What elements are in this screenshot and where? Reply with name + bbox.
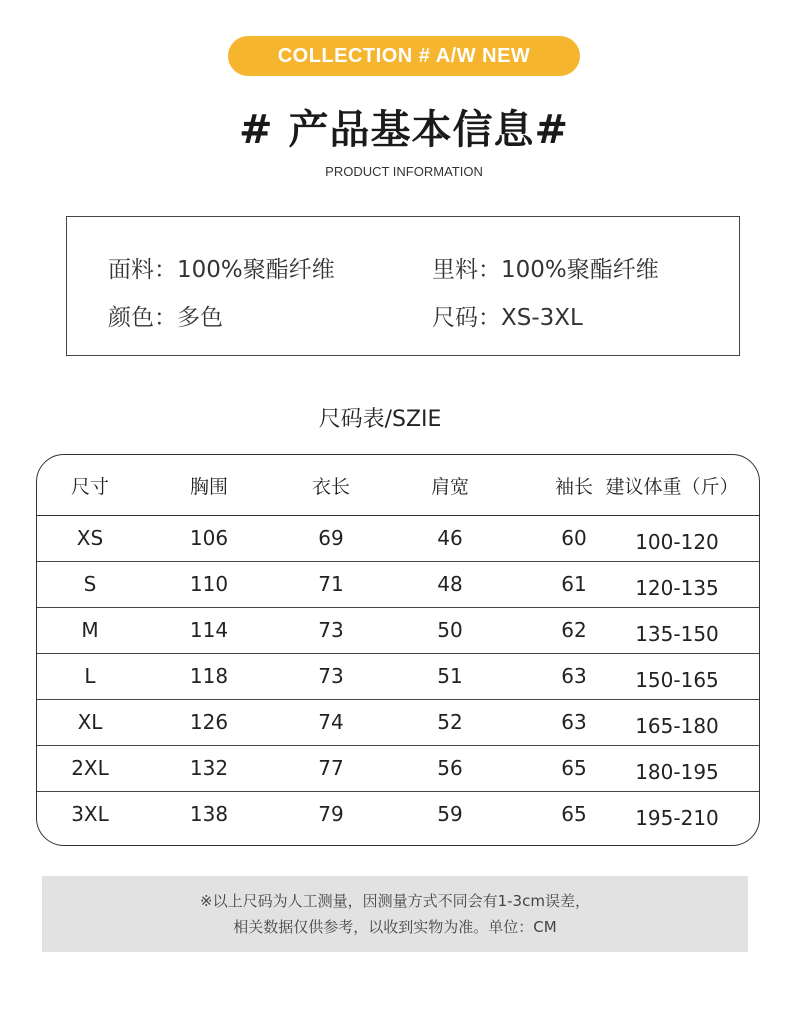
note-line-2: 相关数据仅供参考，以收到实物为准。单位：CM	[233, 918, 557, 936]
table-cell: 74	[318, 710, 344, 734]
table-cell: 114	[189, 618, 229, 642]
collection-banner: COLLECTION # A/W NEW	[228, 36, 580, 76]
table-cell: XS	[76, 526, 104, 550]
color-info: 颜色：多色	[108, 305, 223, 331]
table-cell: 132	[189, 756, 229, 780]
table-cell: 65	[561, 756, 587, 780]
table-cell: 65	[561, 802, 587, 826]
page-title: # 产品基本信息#	[239, 107, 569, 153]
note-line-1: ※以上尺码为人工测量，因测量方式不同会有1-3cm误差，	[200, 892, 590, 910]
table-cell: 79	[318, 802, 344, 826]
table-cell: 150-165	[635, 668, 719, 692]
table-row	[37, 607, 759, 654]
table-cell: 118	[189, 664, 229, 688]
size-chart-table	[36, 454, 760, 846]
column-header: 胸围	[189, 475, 228, 498]
table-row	[37, 515, 759, 562]
column-header: 衣长	[311, 475, 350, 498]
table-header-row	[37, 455, 759, 516]
table-cell: 106	[189, 526, 229, 550]
table-cell: 46	[437, 526, 463, 550]
table-cell: 61	[561, 572, 587, 596]
table-cell: 69	[318, 526, 344, 550]
table-cell: 110	[189, 572, 229, 596]
table-cell: 63	[561, 664, 587, 688]
table-cell: 126	[189, 710, 229, 734]
table-cell: 100-120	[635, 530, 719, 554]
table-cell: 52	[437, 710, 463, 734]
table-cell: 51	[437, 664, 463, 688]
table-cell: 120-135	[635, 576, 719, 600]
table-cell: 195-210	[635, 806, 719, 830]
table-cell: 48	[437, 572, 463, 596]
table-cell: 71	[318, 572, 344, 596]
table-row	[37, 745, 759, 792]
table-cell: 2XL	[71, 756, 109, 780]
table-cell: 63	[561, 710, 587, 734]
table-cell: 165-180	[635, 714, 719, 738]
table-cell: 180-195	[635, 760, 719, 784]
size-chart-heading: 尺码表/SZIE	[318, 407, 442, 432]
table-cell: 77	[318, 756, 344, 780]
table-cell: XL	[77, 710, 103, 734]
column-header: 肩宽	[430, 475, 469, 498]
table-row	[37, 699, 759, 746]
column-header: 建议体重（斤）	[605, 475, 739, 498]
size-range-info: 尺码：XS-3XL	[432, 305, 583, 331]
table-cell: 50	[437, 618, 463, 642]
table-cell: 60	[561, 526, 587, 550]
table-cell: 56	[437, 756, 463, 780]
table-cell: 59	[437, 802, 463, 826]
table-cell: 62	[561, 618, 587, 642]
table-cell: S	[83, 572, 97, 596]
table-cell: 135-150	[635, 622, 719, 646]
lining-info: 里料：100%聚酯纤维	[432, 257, 659, 283]
table-cell: L	[84, 664, 96, 688]
table-row	[37, 653, 759, 700]
column-header: 袖长	[554, 475, 593, 498]
table-row	[37, 791, 759, 837]
table-cell: 73	[318, 664, 344, 688]
column-header: 尺寸	[70, 475, 109, 498]
table-cell: 3XL	[71, 802, 109, 826]
page-subtitle: PRODUCT INFORMATION	[325, 164, 483, 179]
table-cell: 73	[318, 618, 344, 642]
table-row	[37, 561, 759, 608]
table-cell: M	[81, 618, 99, 642]
product-info-box	[66, 216, 740, 356]
fabric-info: 面料：100%聚酯纤维	[108, 257, 335, 283]
table-cell: 138	[189, 802, 229, 826]
measurement-note	[42, 876, 748, 952]
